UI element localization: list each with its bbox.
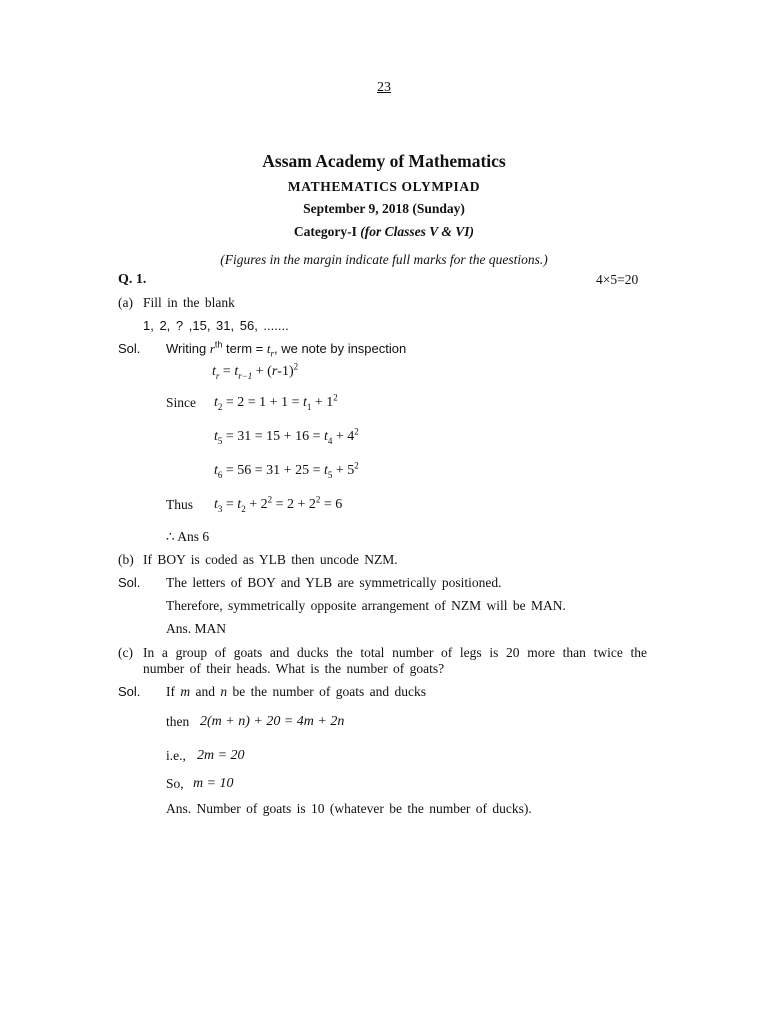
so-equation: m = 10 xyxy=(193,776,234,791)
part-c-sol-label: Sol. xyxy=(118,684,141,699)
sol-th: th xyxy=(214,339,223,350)
exam-title: MATHEMATICS OLYMPIAD xyxy=(287,179,481,194)
part-a-label: (a) xyxy=(118,295,133,310)
rule-eq: = xyxy=(219,364,235,379)
so-label: So, xyxy=(166,776,184,791)
part-a-sequence: 1, 2, ? ,15, 31, 56, ....... xyxy=(143,318,289,333)
eq2-pow: 2 xyxy=(354,426,359,437)
eq4-sub: 3 xyxy=(217,503,223,514)
part-a-question: Fill in the blank xyxy=(143,295,235,310)
category-line xyxy=(0,224,768,240)
sol-t: t xyxy=(266,341,271,356)
part-b-sol-label: Sol. xyxy=(118,575,141,590)
eq1-t2: t xyxy=(302,395,307,410)
rule-lhs-t: t xyxy=(212,364,216,379)
academy-title: Assam Academy of Mathematics xyxy=(262,151,506,171)
eq4-tail1: + 2 xyxy=(245,497,268,512)
eq4-t2: t xyxy=(237,497,242,512)
part-a-sol-text xyxy=(166,341,406,357)
eq3-sub: 6 xyxy=(217,469,223,480)
eq3-tail: + 5 xyxy=(332,463,355,478)
sol-tail: , we note by inspection xyxy=(273,341,407,356)
sol-m: m xyxy=(180,684,191,699)
eq2-sub: 5 xyxy=(217,435,223,446)
category-prefix: Category-I xyxy=(293,224,361,239)
part-c-label: (c) xyxy=(118,645,133,660)
category-classes: (for Classes V & VI) xyxy=(360,224,475,239)
rule-minus: -1) xyxy=(277,364,294,379)
eq2-sub2: 4 xyxy=(327,435,333,446)
sol-term-eq: term = xyxy=(222,341,267,356)
eq4-pow1: 2 xyxy=(267,494,273,505)
part-c-question-line2: number of their heads. What is the number of goats? xyxy=(143,661,445,676)
eq2-tail: + 4 xyxy=(332,429,355,444)
eq1-mid: = 2 = 1 + 1 = xyxy=(222,395,303,410)
rule-sq: 2 xyxy=(293,361,299,372)
ie-label: i.e., xyxy=(166,748,186,763)
eq4-sub2: 2 xyxy=(241,503,246,514)
sol-if: If xyxy=(166,684,181,699)
sol-c-tail: be the number of goats and ducks xyxy=(227,684,426,699)
eq1-pow: 2 xyxy=(333,392,338,403)
ie-equation: 2m = 20 xyxy=(197,748,245,763)
part-c-answer: Ans. Number of goats is 10 (whatever be the number of ducks). xyxy=(166,801,532,816)
then-label: then xyxy=(166,714,190,729)
eq3-t2: t xyxy=(323,463,328,478)
rule-lhs-sub: r xyxy=(215,370,220,381)
exam-date: September 9, 2018 (Sunday) xyxy=(303,201,465,216)
part-c-sol-text xyxy=(166,684,426,700)
eq1-t: t xyxy=(214,395,218,410)
rule-rhs-sub: r−1 xyxy=(238,370,253,381)
eq4-t: t xyxy=(214,497,218,512)
page-number-text: 23 xyxy=(377,80,391,95)
eq1-sub: 2 xyxy=(217,401,223,412)
eq3-pow: 2 xyxy=(354,460,359,471)
page-number xyxy=(0,80,768,96)
sol-n: n xyxy=(220,684,228,699)
eq4-pow2: 2 xyxy=(315,494,321,505)
rule-rhs-t: t xyxy=(234,364,239,379)
eq3-mid: = 56 = 31 + 25 = xyxy=(222,463,324,478)
eq1-tail: + 1 xyxy=(311,395,334,410)
recurrence-rule xyxy=(212,361,299,381)
eq3-t: t xyxy=(214,463,218,478)
marks-note: (Figures in the margin indicate full marks for the questions.) xyxy=(220,252,548,267)
sol-writing: Writing xyxy=(166,341,210,356)
sol-r: r xyxy=(209,341,215,356)
part-b-answer: Ans. MAN xyxy=(166,621,227,636)
question-marks: 4×5=20 xyxy=(596,272,639,287)
since-label: Since xyxy=(166,395,196,410)
question-label: Q. 1. xyxy=(118,272,147,287)
part-a-answer: ∴ Ans 6 xyxy=(166,529,210,544)
eq4-tail3: = 6 xyxy=(320,497,343,512)
equation-t6 xyxy=(214,460,359,480)
sol-and: and xyxy=(190,684,221,699)
then-equation: 2(m + n) + 20 = 4m + 2n xyxy=(200,714,345,729)
rule-plus: + ( xyxy=(252,364,272,379)
eq2-t: t xyxy=(214,429,218,444)
rule-r: r xyxy=(271,364,278,379)
sol-r-sub: r xyxy=(270,348,274,359)
part-c-question-line1: In a group of goats and ducks the total number of legs is 20 more than twice the xyxy=(143,645,647,660)
equation-t3 xyxy=(214,494,343,514)
eq2-t2: t xyxy=(323,429,328,444)
part-b-question: If BOY is coded as YLB then uncode NZM. xyxy=(143,552,398,567)
eq4-eq: = xyxy=(222,497,238,512)
eq4-tail2: = 2 + 2 xyxy=(272,497,316,512)
thus-label: Thus xyxy=(166,497,193,512)
eq1-sub2: 1 xyxy=(306,401,312,412)
part-b-label: (b) xyxy=(118,552,134,567)
part-b-sol-line1: The letters of BOY and YLB are symmetrically positioned. xyxy=(166,575,502,590)
eq2-mid: = 31 = 15 + 16 = xyxy=(222,429,324,444)
part-a-sol-label: Sol. xyxy=(118,341,141,356)
equation-t5 xyxy=(214,426,359,446)
equation-t2 xyxy=(214,392,338,412)
part-b-sol-line2: Therefore, symmetrically opposite arrangement of NZM will be MAN. xyxy=(166,598,566,613)
eq3-sub2: 5 xyxy=(327,469,333,480)
